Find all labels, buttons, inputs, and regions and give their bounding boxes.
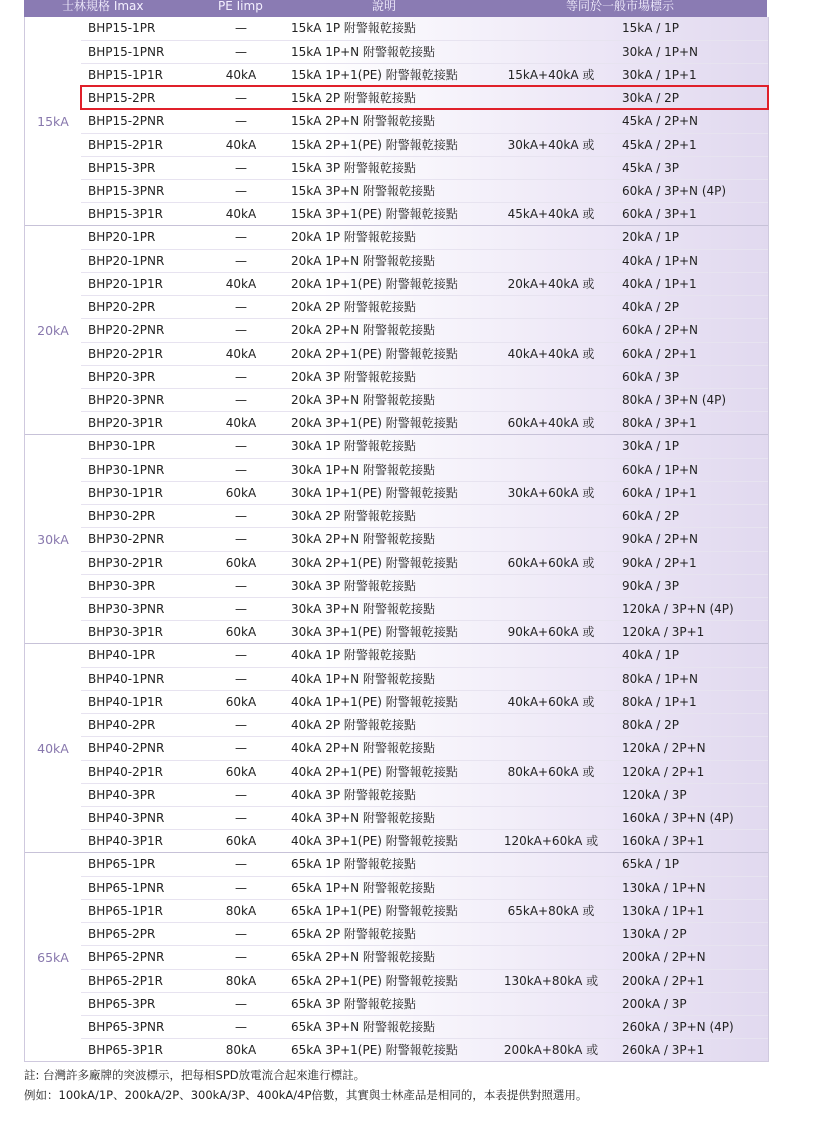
description-cell: 15kA 3P 附警報乾接點 (291, 160, 416, 175)
model-cell: BHP30-3PNR (88, 601, 165, 616)
model-cell: BHP20-2PNR (88, 323, 165, 338)
table-row (81, 597, 768, 620)
description-cell: 15kA 3P+1(PE) 附警報乾接點 (291, 206, 458, 221)
market-label-cell: 120kA / 3P+1 (622, 624, 705, 639)
model-cell: BHP40-1PR (88, 648, 156, 662)
market-label-cell: 40kA / 1P+N (622, 254, 699, 269)
description-cell: 15kA 1P+N 附警報乾接點 (291, 45, 435, 60)
description-cell: 65kA 3P+N 附警報乾接點 (291, 1019, 435, 1034)
equivalent-cell: 30kA+40kA 或 (507, 137, 595, 152)
model-cell: BHP65-3PNR (88, 1019, 165, 1034)
model-cell: BHP65-1PR (88, 857, 156, 871)
pe-cell: — (235, 114, 247, 129)
description-cell: 20kA 1P+1(PE) 附警報乾接點 (291, 277, 458, 292)
footnote-line-1: 註: 台灣許多廠牌的突波標示，把每相SPD放電流合起來進行標註。 (24, 1068, 366, 1082)
description-cell: 65kA 1P 附警報乾接點 (291, 857, 416, 871)
rating-group (25, 17, 768, 225)
description-cell: 20kA 3P+1(PE) 附警報乾接點 (291, 415, 458, 430)
pe-cell: — (235, 323, 247, 338)
market-label-cell: 30kA / 1P+1 (622, 68, 697, 83)
model-cell: BHP30-1PNR (88, 463, 165, 478)
description-cell: 65kA 2P+N 附警報乾接點 (291, 950, 435, 965)
description-cell: 65kA 1P+N 附警報乾接點 (291, 881, 435, 896)
market-label-cell: 15kA / 1P (622, 21, 679, 35)
equivalent-cell: 20kA+40kA 或 (507, 277, 595, 292)
model-cell: BHP15-2PNR (88, 114, 165, 129)
pe-cell: 40kA (225, 346, 257, 361)
market-label-cell: 90kA / 2P+N (622, 532, 699, 547)
model-cell: BHP15-3P1R (88, 206, 163, 221)
table-row (81, 458, 768, 481)
pe-cell: — (235, 160, 247, 175)
rating-group (25, 852, 768, 1061)
model-cell: BHP30-2P1R (88, 555, 163, 570)
equivalent-cell: 45kA+40kA 或 (507, 206, 595, 221)
market-label-cell: 60kA / 1P+1 (622, 486, 697, 501)
group-rows (81, 17, 768, 225)
pe-cell: — (235, 91, 247, 106)
model-cell: BHP15-1PR (88, 21, 156, 35)
table-row (81, 1015, 768, 1038)
table-header (24, 0, 767, 17)
equivalent-cell: 15kA+40kA 或 (507, 68, 595, 83)
pe-cell: 60kA (225, 486, 257, 501)
market-label-cell: 130kA / 1P+1 (622, 904, 705, 919)
pe-cell: — (235, 927, 247, 942)
model-cell: BHP40-1PNR (88, 672, 165, 687)
pe-cell: — (235, 810, 247, 825)
market-label-cell: 60kA / 3P+1 (622, 206, 697, 221)
description-cell: 65kA 1P+1(PE) 附警報乾接點 (291, 904, 458, 919)
pe-cell: 80kA (225, 1042, 257, 1057)
model-cell: BHP20-3P1R (88, 415, 163, 430)
table-row (81, 133, 768, 156)
description-cell: 15kA 1P 附警報乾接點 (291, 21, 416, 35)
market-label-cell: 200kA / 2P+1 (622, 973, 705, 988)
group-label: 40kA (25, 644, 81, 852)
pe-cell: 40kA (225, 277, 257, 292)
table-row (81, 667, 768, 690)
market-label-cell: 120kA / 3P (622, 787, 687, 802)
pe-cell: 80kA (225, 973, 257, 988)
model-cell: BHP15-3PR (88, 160, 156, 175)
header-spec: 士林規格 Imax (62, 0, 144, 13)
pe-cell: — (235, 718, 247, 733)
market-label-cell: 90kA / 2P+1 (622, 555, 697, 570)
model-cell: BHP20-2PR (88, 300, 156, 315)
model-cell: BHP65-2PNR (88, 950, 165, 965)
model-cell: BHP30-2PR (88, 509, 156, 524)
pe-cell: — (235, 578, 247, 593)
market-label-cell: 65kA / 1P (622, 857, 679, 871)
table-row (81, 40, 768, 63)
model-cell: BHP40-1P1R (88, 695, 163, 710)
group-rows (81, 435, 768, 643)
table-row (81, 992, 768, 1015)
pe-cell: 60kA (225, 764, 257, 779)
header-desc: 說明 (372, 0, 397, 13)
footnote-line-2: 例如：100kA/1P、200kA/2P、300kA/3P、400kA/4P倍數，其實與士林產品是相同的，本表提供對照選用。 (24, 1088, 588, 1102)
market-label-cell: 20kA / 1P (622, 230, 679, 244)
model-cell: BHP20-1P1R (88, 277, 163, 292)
pe-cell: — (235, 601, 247, 616)
market-label-cell: 80kA / 2P (622, 718, 679, 733)
equivalent-cell: 40kA+40kA 或 (507, 346, 595, 361)
table-row (81, 109, 768, 132)
description-cell: 15kA 2P+N 附警報乾接點 (291, 114, 435, 129)
table-row (81, 760, 768, 783)
market-label-cell: 40kA / 1P+1 (622, 277, 697, 292)
table-row (81, 226, 768, 249)
model-cell: BHP40-2PR (88, 718, 156, 733)
model-cell: BHP20-2P1R (88, 346, 163, 361)
pe-cell: — (235, 787, 247, 802)
market-label-cell: 120kA / 2P+1 (622, 764, 705, 779)
table-row (81, 17, 768, 40)
model-cell: BHP20-3PR (88, 369, 156, 384)
description-cell: 40kA 1P 附警報乾接點 (291, 648, 416, 662)
market-label-cell: 45kA / 2P+1 (622, 137, 697, 152)
table-row (81, 388, 768, 411)
pe-cell: 40kA (225, 137, 257, 152)
equivalent-cell: 120kA+60kA 或 (503, 833, 599, 848)
equivalent-cell: 90kA+60kA 或 (507, 624, 595, 639)
market-label-cell: 30kA / 1P (622, 439, 679, 453)
description-cell: 20kA 3P+N 附警報乾接點 (291, 392, 435, 407)
market-label-cell: 200kA / 3P (622, 996, 687, 1011)
equivalent-cell: 40kA+60kA 或 (507, 695, 595, 710)
model-cell: BHP20-1PR (88, 230, 156, 244)
description-cell: 20kA 1P 附警報乾接點 (291, 230, 416, 244)
table-row (81, 156, 768, 179)
description-cell: 15kA 2P+1(PE) 附警報乾接點 (291, 137, 458, 152)
table-row (81, 342, 768, 365)
table-row (81, 435, 768, 458)
market-label-cell: 160kA / 3P+N (4P) (622, 810, 734, 825)
table-row (81, 899, 768, 922)
pe-cell: — (235, 881, 247, 896)
pe-cell: — (235, 672, 247, 687)
pe-cell: — (235, 741, 247, 756)
table-row (81, 876, 768, 899)
market-label-cell: 45kA / 2P+N (622, 114, 699, 129)
table-row (81, 318, 768, 341)
market-label-cell: 160kA / 3P+1 (622, 833, 705, 848)
equivalent-cell: 60kA+40kA 或 (507, 415, 595, 430)
description-cell: 15kA 1P+1(PE) 附警報乾接點 (291, 68, 458, 83)
market-label-cell: 30kA / 2P (622, 91, 679, 106)
footnote (24, 1065, 587, 1105)
table-row (81, 202, 768, 225)
market-label-cell: 60kA / 3P (622, 369, 679, 384)
market-label-cell: 80kA / 1P+1 (622, 695, 697, 710)
header-pe: PE Iimp (218, 0, 263, 13)
description-cell: 30kA 1P+1(PE) 附警報乾接點 (291, 486, 458, 501)
description-cell: 20kA 1P+N 附警報乾接點 (291, 254, 435, 269)
model-cell: BHP30-1PR (88, 439, 156, 453)
model-cell: BHP20-3PNR (88, 392, 165, 407)
group-label: 20kA (25, 226, 81, 434)
group-label: 65kA (25, 853, 81, 1061)
pe-cell: 60kA (225, 624, 257, 639)
model-cell: BHP65-1PNR (88, 881, 165, 896)
pe-cell: — (235, 463, 247, 478)
pe-cell: — (235, 439, 247, 453)
market-label-cell: 60kA / 1P+N (622, 463, 699, 478)
equivalent-cell: 130kA+80kA 或 (503, 973, 599, 988)
market-label-cell: 60kA / 2P+N (622, 323, 699, 338)
model-cell: BHP40-3PR (88, 787, 156, 802)
pe-cell: 60kA (225, 695, 257, 710)
description-cell: 40kA 3P+1(PE) 附警報乾接點 (291, 833, 458, 848)
model-cell: BHP65-2PR (88, 927, 156, 942)
rating-group (25, 434, 768, 643)
market-label-cell: 120kA / 3P+N (4P) (622, 601, 734, 616)
model-cell: BHP65-1P1R (88, 904, 163, 919)
table-row (81, 365, 768, 388)
description-cell: 65kA 2P+1(PE) 附警報乾接點 (291, 973, 458, 988)
pe-cell: — (235, 300, 247, 315)
spd-table (24, 17, 769, 1062)
model-cell: BHP15-2P1R (88, 137, 163, 152)
description-cell: 30kA 1P 附警報乾接點 (291, 439, 416, 453)
description-cell: 30kA 3P+N 附警報乾接點 (291, 601, 435, 616)
market-label-cell: 120kA / 2P+N (622, 741, 706, 756)
description-cell: 30kA 2P+1(PE) 附警報乾接點 (291, 555, 458, 570)
description-cell: 40kA 1P+N 附警報乾接點 (291, 672, 435, 687)
model-cell: BHP20-1PNR (88, 254, 165, 269)
pe-cell: 40kA (225, 206, 257, 221)
table-row (81, 551, 768, 574)
description-cell: 40kA 1P+1(PE) 附警報乾接點 (291, 695, 458, 710)
model-cell: BHP15-2PR (88, 91, 156, 106)
table-row (81, 736, 768, 759)
market-label-cell: 260kA / 3P+N (4P) (622, 1019, 734, 1034)
pe-cell: 40kA (225, 68, 257, 83)
model-cell: BHP15-1P1R (88, 68, 163, 83)
description-cell: 15kA 3P+N 附警報乾接點 (291, 183, 435, 198)
table-row (81, 829, 768, 852)
model-cell: BHP65-2P1R (88, 973, 163, 988)
description-cell: 30kA 1P+N 附警報乾接點 (291, 463, 435, 478)
model-cell: BHP65-3PR (88, 996, 156, 1011)
pe-cell: — (235, 857, 247, 871)
model-cell: BHP65-3P1R (88, 1042, 163, 1057)
pe-cell: — (235, 950, 247, 965)
table-row (81, 527, 768, 550)
group-label: 30kA (25, 435, 81, 643)
model-cell: BHP30-3P1R (88, 624, 163, 639)
pe-cell: — (235, 392, 247, 407)
description-cell: 65kA 3P 附警報乾接點 (291, 996, 416, 1011)
table-row (81, 713, 768, 736)
market-label-cell: 130kA / 1P+N (622, 881, 706, 896)
table-row (81, 63, 768, 86)
market-label-cell: 80kA / 1P+N (622, 672, 699, 687)
model-cell: BHP40-2PNR (88, 741, 165, 756)
pe-cell: 60kA (225, 833, 257, 848)
description-cell: 40kA 2P 附警報乾接點 (291, 718, 416, 733)
market-label-cell: 80kA / 3P+N (4P) (622, 392, 727, 407)
description-cell: 20kA 2P 附警報乾接點 (291, 300, 416, 315)
pe-cell: — (235, 21, 247, 35)
description-cell: 20kA 2P+N 附警報乾接點 (291, 323, 435, 338)
pe-cell: — (235, 532, 247, 547)
description-cell: 40kA 2P+N 附警報乾接點 (291, 741, 435, 756)
market-label-cell: 130kA / 2P (622, 927, 687, 942)
equivalent-cell: 30kA+60kA 或 (507, 486, 595, 501)
table-row (81, 1038, 768, 1061)
description-cell: 40kA 3P 附警報乾接點 (291, 787, 416, 802)
table-row (81, 945, 768, 968)
table-row-highlighted (81, 86, 768, 109)
market-label-cell: 45kA / 3P (622, 160, 679, 175)
equivalent-cell: 65kA+80kA 或 (507, 904, 595, 919)
model-cell: BHP40-2P1R (88, 764, 163, 779)
pe-cell: — (235, 648, 247, 662)
market-label-cell: 200kA / 2P+N (622, 950, 706, 965)
description-cell: 15kA 2P 附警報乾接點 (291, 91, 416, 106)
market-label-cell: 260kA / 3P+1 (622, 1042, 705, 1057)
model-cell: BHP15-1PNR (88, 45, 165, 60)
model-cell: BHP30-2PNR (88, 532, 165, 547)
equivalent-cell: 60kA+60kA 或 (507, 555, 595, 570)
pe-cell: 40kA (225, 415, 257, 430)
table-row (81, 853, 768, 876)
description-cell: 40kA 3P+N 附警報乾接點 (291, 810, 435, 825)
table-row (81, 411, 768, 434)
table-row (81, 295, 768, 318)
table-row (81, 249, 768, 272)
table-row (81, 481, 768, 504)
model-cell: BHP40-3P1R (88, 833, 163, 848)
model-cell: BHP15-3PNR (88, 183, 165, 198)
description-cell: 30kA 2P+N 附警報乾接點 (291, 532, 435, 547)
description-cell: 65kA 3P+1(PE) 附警報乾接點 (291, 1042, 458, 1057)
rating-group (25, 643, 768, 852)
market-label-cell: 40kA / 1P (622, 648, 679, 662)
description-cell: 30kA 3P+1(PE) 附警報乾接點 (291, 624, 458, 639)
table-row (81, 504, 768, 527)
table-row (81, 644, 768, 667)
pe-cell: — (235, 1019, 247, 1034)
pe-cell: — (235, 254, 247, 269)
group-rows (81, 853, 768, 1061)
description-cell: 30kA 3P 附警報乾接點 (291, 578, 416, 593)
group-rows (81, 644, 768, 852)
header-market: 等同於一般市場標示 (566, 0, 675, 13)
pe-cell: — (235, 509, 247, 524)
market-label-cell: 90kA / 3P (622, 578, 679, 593)
market-label-cell: 30kA / 1P+N (622, 45, 699, 60)
group-label: 15kA (25, 17, 81, 225)
pe-cell: 80kA (225, 904, 257, 919)
description-cell: 65kA 2P 附警報乾接點 (291, 927, 416, 942)
model-cell: BHP30-1P1R (88, 486, 163, 501)
pe-cell: — (235, 230, 247, 244)
market-label-cell: 80kA / 3P+1 (622, 415, 697, 430)
table-row (81, 922, 768, 945)
description-cell: 20kA 2P+1(PE) 附警報乾接點 (291, 346, 458, 361)
table-row (81, 806, 768, 829)
table-row (81, 179, 768, 202)
description-cell: 20kA 3P 附警報乾接點 (291, 369, 416, 384)
table-row (81, 783, 768, 806)
table-row (81, 690, 768, 713)
pe-cell: — (235, 45, 247, 60)
market-label-cell: 60kA / 3P+N (4P) (622, 183, 727, 198)
market-label-cell: 60kA / 2P+1 (622, 346, 697, 361)
model-cell: BHP30-3PR (88, 578, 156, 593)
rating-group (25, 225, 768, 434)
pe-cell: — (235, 996, 247, 1011)
market-label-cell: 60kA / 2P (622, 509, 679, 524)
table-row (81, 969, 768, 992)
group-rows (81, 226, 768, 434)
market-label-cell: 40kA / 2P (622, 300, 679, 315)
model-cell: BHP40-3PNR (88, 810, 165, 825)
equivalent-cell: 80kA+60kA 或 (507, 764, 595, 779)
equivalent-cell: 200kA+80kA 或 (503, 1042, 599, 1057)
description-cell: 40kA 2P+1(PE) 附警報乾接點 (291, 764, 458, 779)
pe-cell: — (235, 183, 247, 198)
table-row (81, 574, 768, 597)
pe-cell: — (235, 369, 247, 384)
pe-cell: 60kA (225, 555, 257, 570)
description-cell: 30kA 2P 附警報乾接點 (291, 509, 416, 524)
table-row (81, 272, 768, 295)
table-row (81, 620, 768, 643)
